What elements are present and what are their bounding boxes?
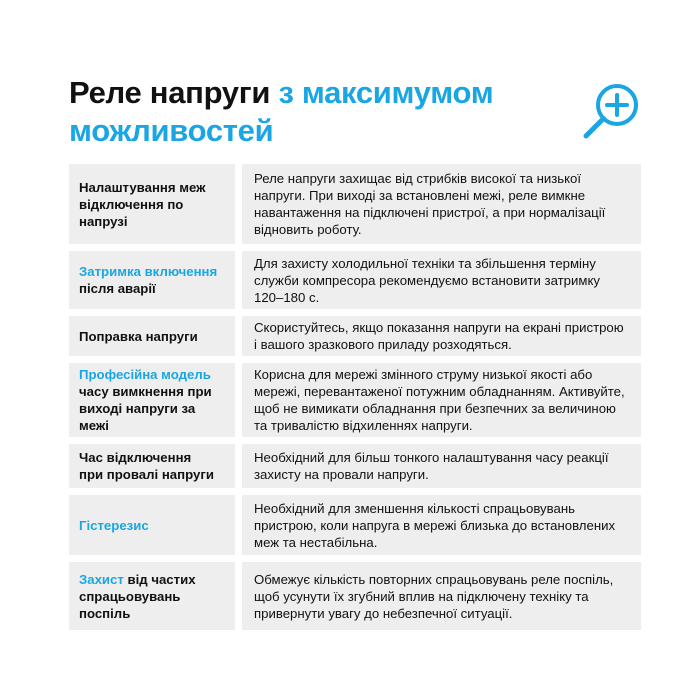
feature-label: Поправка напруги (69, 316, 235, 356)
feature-row (69, 316, 641, 356)
feature-description: Для захисту холодильної техніки та збільшення терміну служби компресора рекомендуємо встановити затримку 120–180 с. (242, 251, 641, 309)
feature-label: Час відключення при провалі напруги (69, 444, 235, 488)
feature-label: Затримка включення після аварії (69, 251, 235, 309)
title-accent-1: з максимумом (278, 75, 494, 110)
feature-description: Реле напруги захищає від стрибків високої та низької напруги. При виході за встановлені межі, реле вимкне навантаження на підключені пристрої, а при нормалізації відновить роботу. (242, 164, 641, 244)
features-table (69, 164, 641, 637)
feature-row (69, 164, 641, 244)
feature-description: Корисна для мережі змінного струму низької якості або мережі, перевантаженої потужним обладнанням. Активуйте, щоб не вимикати обладнання при безпечних за величиною та тривалістю відхиленнях напруги. (242, 363, 641, 437)
feature-row (69, 562, 641, 630)
title-accent-2: можливостей (69, 113, 274, 148)
title-plain: Реле напруги (69, 75, 279, 110)
feature-description: Необхідний для більш тонкого налаштування часу реакції захисту на провали напруги. (242, 444, 641, 488)
feature-row (69, 444, 641, 488)
page-title (69, 74, 569, 150)
feature-label: Професійна модель часу вимкнення при виході напруги за межі (69, 363, 235, 437)
feature-label: Налаштування меж відключення по напрузі (69, 164, 235, 244)
feature-label: Захист від частих спрацьовувань поспіль (69, 562, 235, 630)
feature-row (69, 251, 641, 309)
feature-description: Скористуйтесь, якщо показання напруги на екрані пристрою і вашого зразкового приладу розходяться. (242, 316, 641, 356)
feature-description: Обмежує кількість повторних спрацьовувань реле поспіль, щоб усунути їх згубний вплив на підключену техніку та привернути увагу до небезпечної ситуації. (242, 562, 641, 630)
feature-label: Гістерезис (69, 495, 235, 555)
feature-description: Необхідний для зменшення кількості спрацьовувань пристрою, коли напруга в мережі близька до встановлених меж та нестабільна. (242, 495, 641, 555)
feature-row (69, 363, 641, 437)
feature-row (69, 495, 641, 555)
zoom-plus-icon (582, 80, 642, 140)
